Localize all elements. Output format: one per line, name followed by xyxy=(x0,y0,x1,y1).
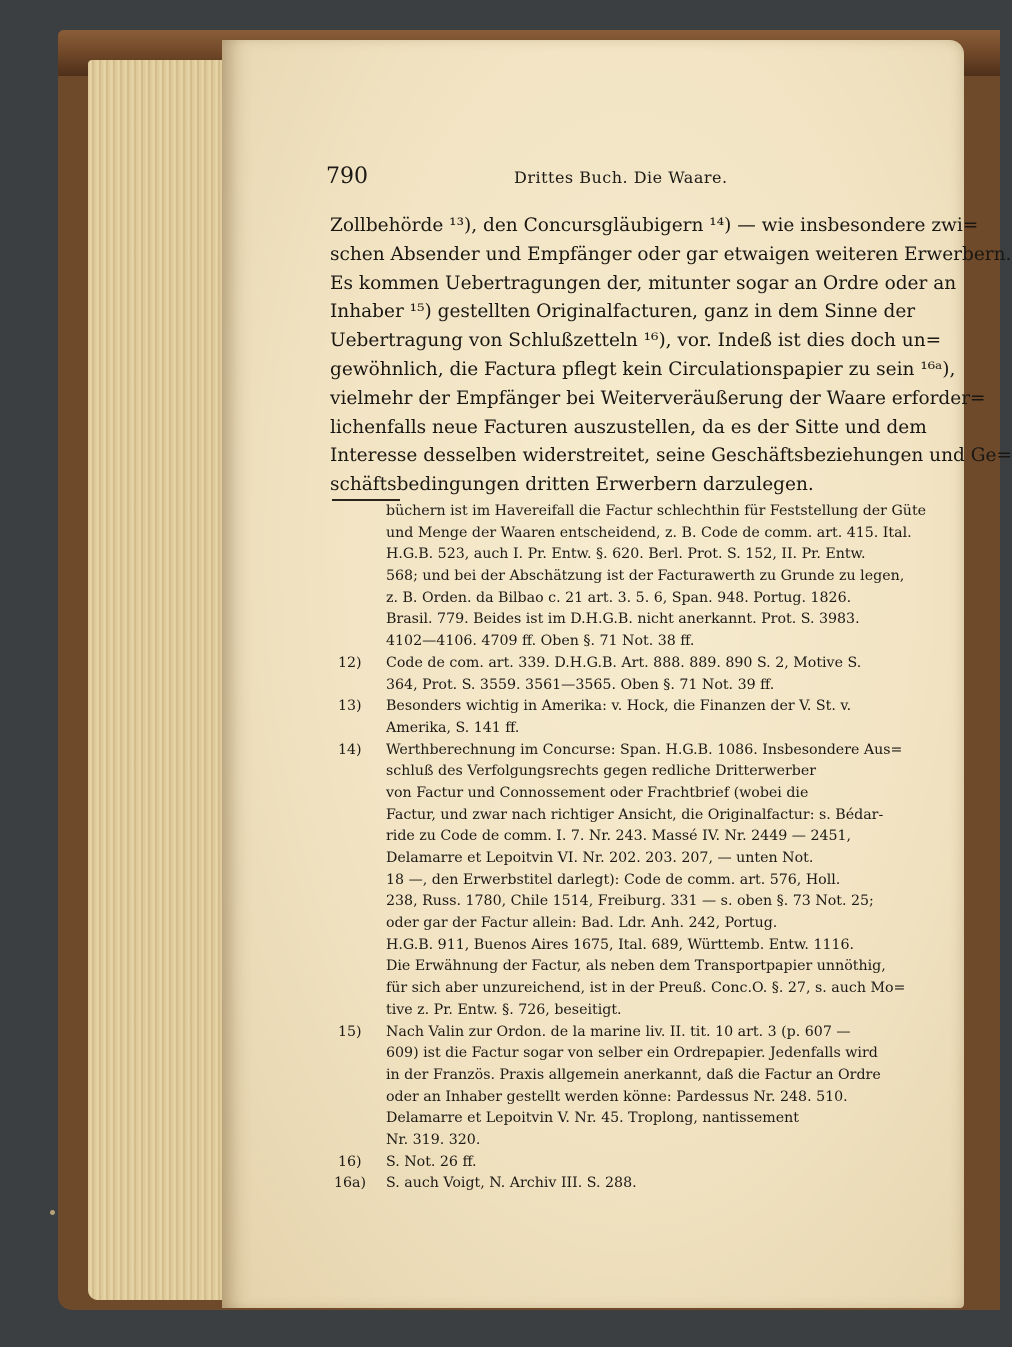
footnote-line xyxy=(330,501,942,523)
footnote-text: Delamarre et Lepoitvin V. Nr. 45. Troplong, nantissement xyxy=(386,1110,799,1127)
footnote-text: 238, Russ. 1780, Chile 1514, Freiburg. 331 — s. oben §. 73 Not. 25; xyxy=(386,893,874,910)
footnote-line xyxy=(330,544,942,566)
footnotes xyxy=(330,501,942,1195)
footnote-line xyxy=(330,1108,942,1130)
footnote-text: 4102—4106. 4709 ff. Oben §. 71 Not. 38 ff. xyxy=(386,633,695,650)
footnote-text: z. B. Orden. da Bilbao c. 21 art. 3. 5. 6, Span. 948. Portug. 1826. xyxy=(386,589,852,606)
body-line: vielmehr der Empfänger bei Weiterveräußerung der Waare erforder= xyxy=(330,387,986,409)
footnote-text: und Menge der Waaren entscheidend, z. B. Code de comm. art. 415. Ital. xyxy=(386,524,912,541)
footnote-text: 364, Prot. S. 3559. 3561—3565. Oben §. 71 Not. 39 ff. xyxy=(386,676,775,693)
footnote-text: Nr. 319. 320. xyxy=(386,1131,481,1148)
footnote-line xyxy=(330,1087,942,1109)
footnote-line xyxy=(330,675,942,697)
footnote-text: S. auch Voigt, N. Archiv III. S. 288. xyxy=(386,1175,637,1192)
footnote-line xyxy=(330,566,942,588)
footnote-text: oder gar der Factur allein: Bad. Ldr. Anh. 242, Portug. xyxy=(386,915,778,932)
footnote-line xyxy=(330,935,942,957)
footnote-text: Nach Valin zur Ordon. de la marine liv. II. tit. 10 art. 3 (p. 607 — xyxy=(386,1023,851,1040)
footnote-line xyxy=(330,1065,942,1087)
footnote-text: für sich aber unzureichend, ist in der Preuß. Conc.O. §. 27, s. auch Mo= xyxy=(386,980,906,997)
footnote-text: schluß des Verfolgungsrechts gegen redliche Dritterwerber xyxy=(386,763,817,780)
footnote-text: tive z. Pr. Entw. §. 726, beseitigt. xyxy=(386,1001,622,1018)
footnote-text: ride zu Code de comm. I. 7. Nr. 243. Massé IV. Nr. 2449 — 2451, xyxy=(386,828,852,845)
footnote-text: 18 —, den Erwerbstitel darlegt): Code de comm. art. 576, Holl. xyxy=(386,871,841,888)
footnote-number: 15) xyxy=(338,1023,362,1040)
footnote-text: Die Erwähnung der Factur, als neben dem Transportpapier unnöthig, xyxy=(386,958,886,975)
footnote-line xyxy=(330,1130,942,1152)
body-line: Es kommen Uebertragungen der, mitunter sogar an Ordre oder an xyxy=(330,272,957,294)
running-head: Drittes Buch. Die Waare. xyxy=(514,168,728,187)
page-speck xyxy=(50,1210,55,1215)
footnote-line xyxy=(330,956,942,978)
footnote-line xyxy=(330,848,942,870)
footnote-text: Brasil. 779. Beides ist im D.H.G.B. nicht anerkannt. Prot. S. 3983. xyxy=(386,611,860,628)
body-line: Interesse desselben widerstreitet, seine Geschäftsbeziehungen und Ge= xyxy=(330,445,1012,467)
book-page xyxy=(222,40,1012,1308)
footnote-text: Amerika, S. 141 ff. xyxy=(386,719,520,736)
footnote-text: von Factur und Connossement oder Frachtbrief (wobei die xyxy=(386,784,809,801)
footnote-text: 568; und bei der Abschätzung ist der Facturawerth zu Grunde zu legen, xyxy=(386,568,905,585)
footnote-line xyxy=(330,718,942,740)
footnote-line xyxy=(330,761,942,783)
footnote-number: 14) xyxy=(338,741,362,758)
footnote-number: 16a) xyxy=(334,1175,367,1192)
footnote-line xyxy=(330,631,942,653)
footnote-line xyxy=(330,870,942,892)
footnote-line xyxy=(330,891,942,913)
body-line: schäftsbedingungen dritten Erwerbern darzulegen. xyxy=(330,474,814,496)
footnote-text: Delamarre et Lepoitvin VI. Nr. 202. 203. 207, — unten Not. xyxy=(386,850,814,866)
footnote-line xyxy=(330,913,942,935)
footnote-line xyxy=(330,783,942,805)
footnote-number: 12) xyxy=(338,654,362,671)
footnote-line xyxy=(330,609,942,631)
body-text xyxy=(330,212,1012,500)
footnote-text: S. Not. 26 ff. xyxy=(386,1153,477,1170)
footnote-line xyxy=(330,805,942,827)
footnote-line xyxy=(330,1000,942,1022)
footnote-line xyxy=(330,523,942,545)
body-line: Inhaber ¹⁵) gestellten Originalfacturen, ganz in dem Sinne der xyxy=(330,301,916,323)
footnote-text: H.G.B. 523, auch I. Pr. Entw. §. 620. Berl. Prot. S. 152, II. Pr. Entw. xyxy=(386,546,866,563)
footnote-line xyxy=(330,978,942,1000)
footnote-number: 16) xyxy=(338,1153,362,1170)
footnote-line xyxy=(330,1022,942,1044)
footnote-line xyxy=(330,1173,942,1195)
body-line: lichenfalls neue Facturen auszustellen, da es der Sitte und dem xyxy=(330,416,927,438)
footnote-text: Code de com. art. 339. D.H.G.B. Art. 888. 889. 890 S. 2, Motive S. xyxy=(386,654,862,671)
body-line: Zollbehörde ¹³), den Concursgläubigern ¹⁴) — wie insbesondere zwi= xyxy=(330,215,979,236)
body-line: schen Absender und Empfänger oder gar etwaigen weiteren Erwerbern. xyxy=(330,243,1012,265)
footnote-text: Besonders wichtig in Amerika: v. Hock, die Finanzen der V. St. v. xyxy=(386,698,852,715)
footnote-number: 13) xyxy=(338,698,362,715)
footnote-line xyxy=(330,588,942,610)
footnote-text: oder an Inhaber gestellt werden könne: Pardessus Nr. 248. 510. xyxy=(386,1088,848,1105)
footnote-line xyxy=(330,653,942,675)
footnote-text: Factur, und zwar nach richtiger Ansicht, die Originalfactur: s. Bédar- xyxy=(386,806,884,823)
page-number: 790 xyxy=(326,164,368,189)
footnote-line xyxy=(330,740,942,762)
footnote-text: H.G.B. 911, Buenos Aires 1675, Ital. 689, Württemb. Entw. 1116. xyxy=(386,936,855,953)
footnote-text: Werthberechnung im Concurse: Span. H.G.B. 1086. Insbesondere Aus= xyxy=(386,741,903,758)
footnote-line xyxy=(330,1152,942,1174)
footnote-line xyxy=(330,1043,942,1065)
body-line: gewöhnlich, die Factura pflegt kein Circulationspapier zu sein ¹⁶ᵃ), xyxy=(330,358,956,380)
footnote-line xyxy=(330,826,942,848)
body-line: Uebertragung von Schlußzetteln ¹⁶), vor. Indeß ist dies doch un= xyxy=(330,330,942,352)
footnote-text: 609) ist die Factur sogar von selber ein Ordrepapier. Jedenfalls wird xyxy=(386,1045,878,1062)
footnote-text: büchern ist im Havereifall die Factur schlechthin für Feststellung der Güte xyxy=(386,503,927,519)
footnote-line xyxy=(330,696,942,718)
footnote-text: in der Französ. Praxis allgemein anerkannt, daß die Factur an Ordre xyxy=(386,1066,881,1083)
